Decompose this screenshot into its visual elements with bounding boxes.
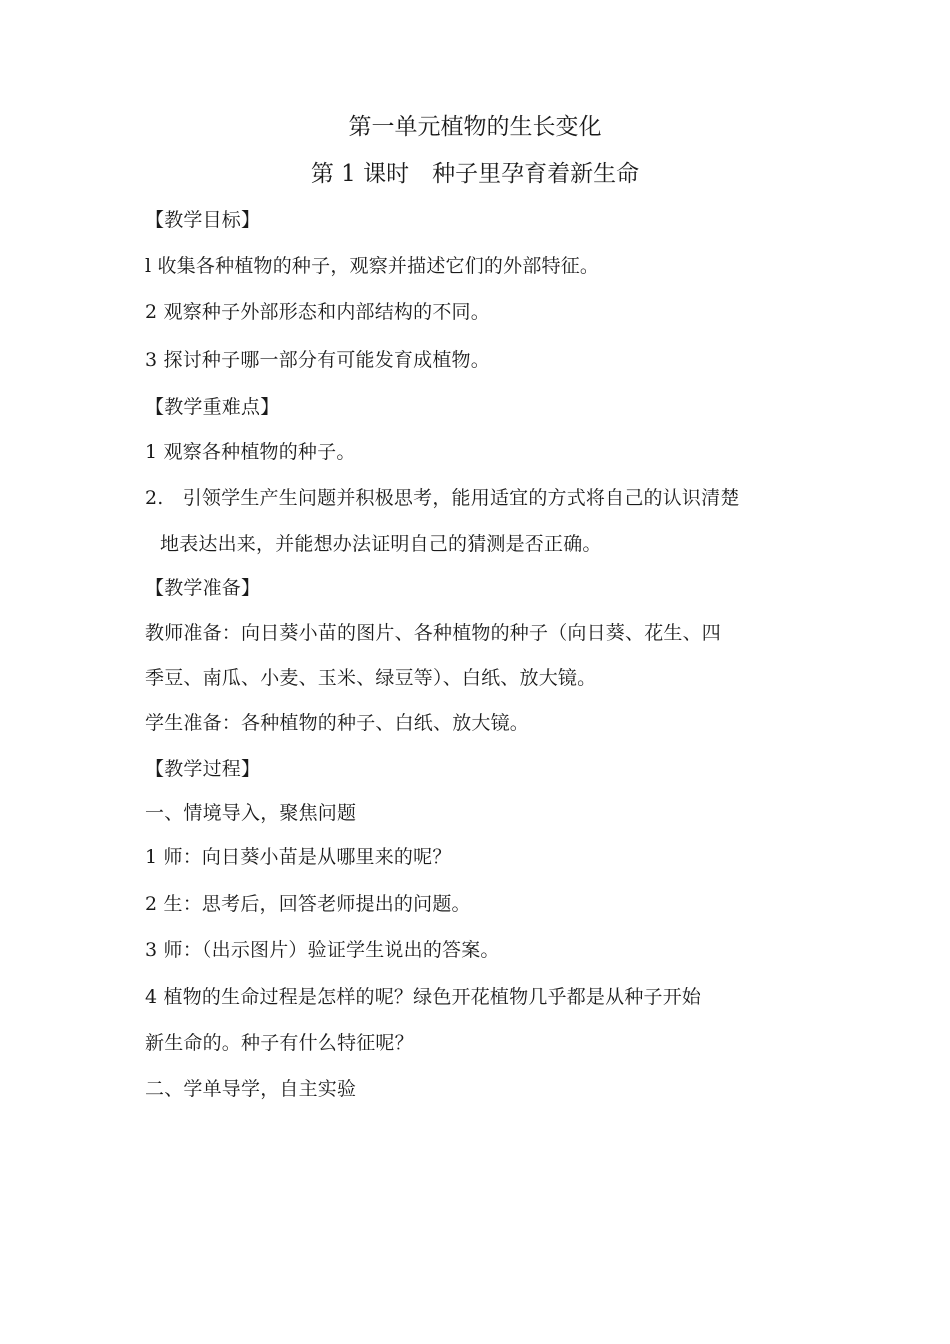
- process-item-4-continued: 新生命的。种子有什么特征呢？: [145, 1032, 414, 1054]
- objective-2: 2 观察种子外部形态和内部结构的不同。: [145, 301, 490, 323]
- student-preparation: 学生准备：各种植物的种子、白纸、放大镜。: [145, 712, 530, 734]
- section-heading-objectives: 【教学目标】: [145, 209, 261, 231]
- process-item-4: 4 植物的生命过程是怎样的呢？绿色开花植物几乎都是从种子开始: [145, 986, 702, 1008]
- lesson-subtitle: 第 1 课时 种子里孕育着新生命: [310, 161, 640, 187]
- key-point-1: 1 观察各种植物的种子。: [145, 441, 356, 463]
- process-step-heading-2: 二、学单导学，自主实验: [145, 1078, 357, 1100]
- section-heading-preparation: 【教学准备】: [145, 577, 261, 599]
- section-heading-process: 【教学过程】: [145, 758, 261, 780]
- key-point-2-continued: 地表达出来，并能想办法证明自己的猜测是否正确。: [160, 533, 602, 555]
- process-item-2: 2 生：思考后，回答老师提出的问题。: [145, 893, 471, 915]
- key-point-2: 2. 引领学生产生问题并积极思考，能用适宜的方式将自己的认识清楚: [145, 487, 740, 509]
- objective-3: 3 探讨种子哪一部分有可能发育成植物。: [145, 349, 490, 371]
- process-step-heading-1: 一、情境导入，聚焦问题: [145, 802, 357, 824]
- document-title: 第一单元植物的生长变化: [348, 114, 602, 140]
- process-item-1: 1 师：向日葵小苗是从哪里来的呢？: [145, 846, 452, 868]
- process-item-3: 3 师：（出示图片）验证学生说出的答案。: [145, 939, 500, 961]
- teacher-preparation: 教师准备：向日葵小苗的图片、各种植物的种子（向日葵、花生、四: [145, 622, 722, 644]
- objective-1: l 收集各种植物的种子，观察并描述它们的外部特征。: [145, 255, 600, 277]
- section-heading-key-points: 【教学重难点】: [145, 396, 280, 418]
- teacher-preparation-continued: 季豆、南瓜、小麦、玉米、绿豆等）、白纸、放大镜。: [145, 667, 597, 689]
